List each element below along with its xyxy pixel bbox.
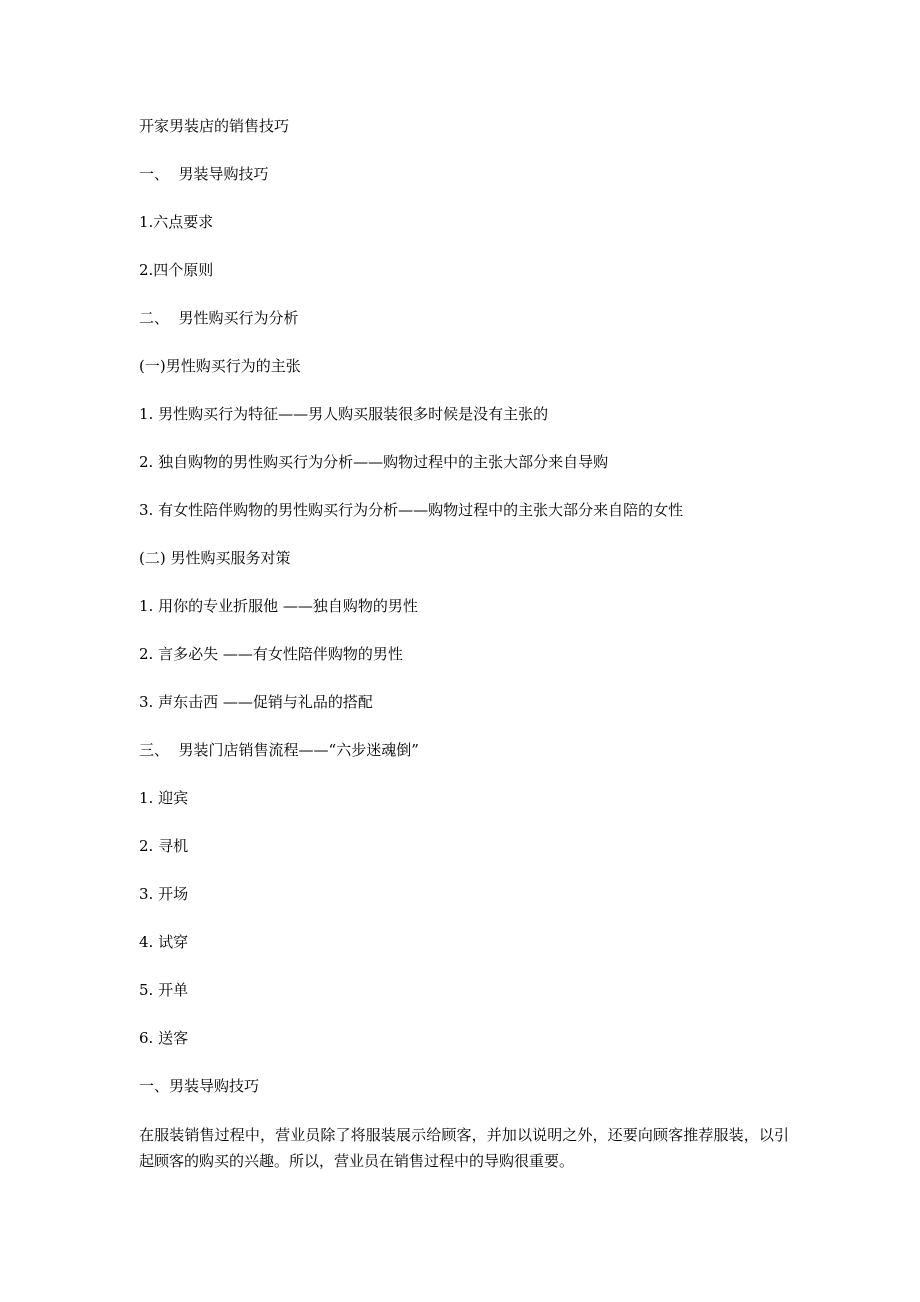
document-title: 开家男装店的销售技巧 [139,117,290,135]
outline-item: 1.六点要求 [139,213,214,231]
subsection-heading-1: (一)男性购买行为的主张 [139,357,301,375]
outline-item: 6. 送客 [139,1029,189,1047]
section-heading-1: 一、 男装导购技巧 [139,165,269,183]
outline-item: 4. 试穿 [139,933,189,951]
section-heading-2: 二、 男性购买行为分析 [139,309,299,327]
outline-item: 2.四个原则 [139,261,214,279]
outline-item: 2. 言多必失 ——有女性陪伴购物的男性 [139,645,403,663]
subsection-heading-2: (二) 男性购买服务对策 [139,549,291,567]
outline-item: 3. 开场 [139,885,189,903]
outline-item: 3. 声东击西 ——促销与礼品的搭配 [139,693,373,711]
outline-item: 2. 独自购物的男性购买行为分析——购物过程中的主张大部分来自导购 [139,453,609,471]
body-paragraph: 在服装销售过程中，营业员除了将服装展示给顾客，并加以说明之外，还要向顾客推荐服装，以引起顾客的购买的兴趣。所以，营业员在销售过程中的导购很重要。 [139,1126,789,1170]
outline-item: 1. 用你的专业折服他 ——独自购物的男性 [139,597,418,615]
outline-item: 1. 迎宾 [139,789,189,807]
outline-item: 1. 男性购买行为特征——男人购买服装很多时候是没有主张的 [139,405,549,423]
body-heading: 一、男装导购技巧 [139,1077,260,1095]
section-heading-3: 三、 男装门店销售流程——“六步迷魂倒” [139,741,419,759]
outline-item: 5. 开单 [139,981,189,999]
outline-item: 3. 有女性陪伴购物的男性购买行为分析——购物过程中的主张大部分来自陪的女性 [139,501,684,519]
outline-item: 2. 寻机 [139,837,189,855]
